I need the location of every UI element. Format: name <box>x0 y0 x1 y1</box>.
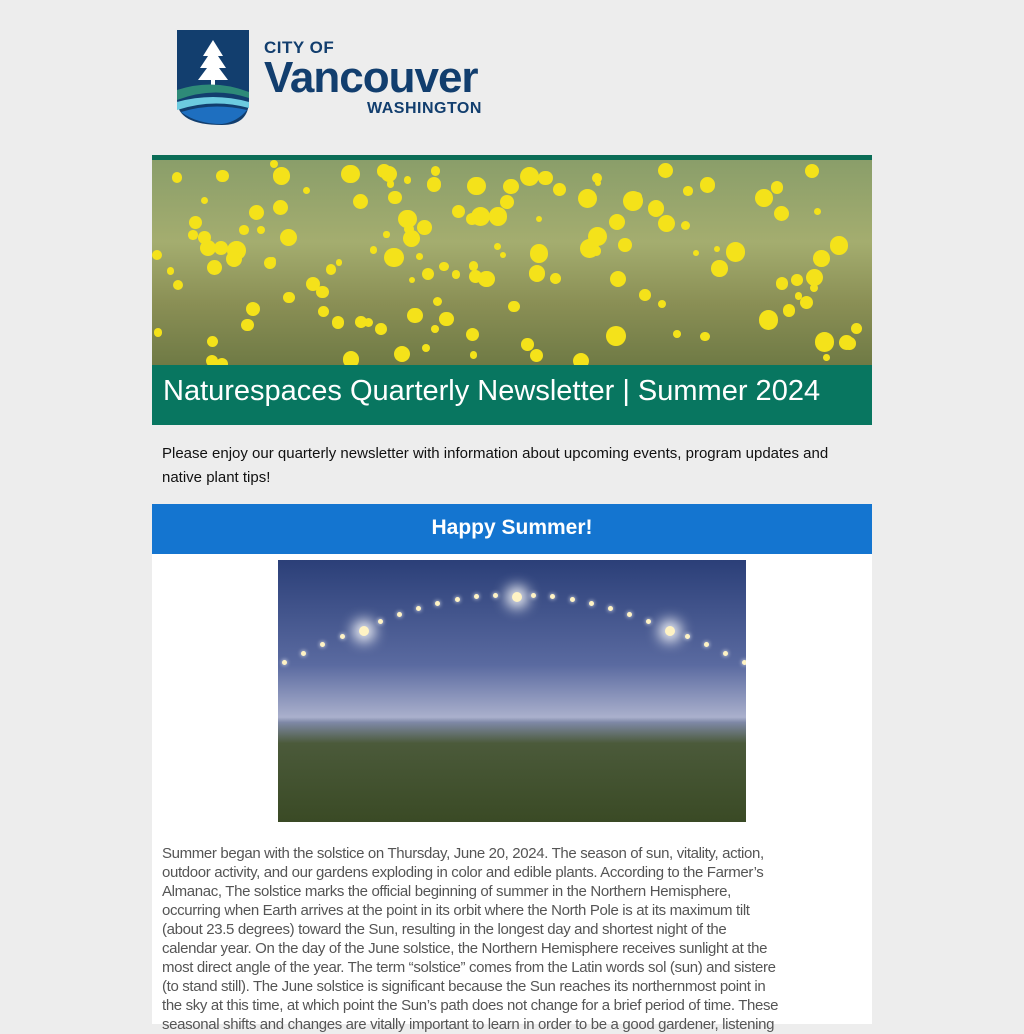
flower <box>370 246 377 253</box>
flower <box>623 191 643 211</box>
sun-point <box>397 612 402 617</box>
article-line: the sky at this time, at which point the Sun’s path does not change for a brief period of time. These <box>162 997 779 1014</box>
sun-point <box>435 601 440 606</box>
sun-point <box>282 660 287 665</box>
flower <box>336 259 343 266</box>
flower <box>394 346 410 362</box>
sun-point <box>627 612 632 617</box>
flower <box>452 205 465 218</box>
flower <box>332 316 345 329</box>
flower <box>658 300 666 308</box>
article-line: seasonal shifts and changes are vitally important to learn in order to be a good gardener, listening <box>162 1016 775 1033</box>
flower <box>609 214 625 230</box>
flower <box>673 330 681 338</box>
flower <box>431 325 439 333</box>
flower <box>273 200 288 215</box>
flower <box>494 243 502 251</box>
article-section <box>152 554 872 1033</box>
flower <box>417 220 432 235</box>
flower <box>270 160 278 168</box>
flower <box>207 336 218 347</box>
flower <box>246 302 260 316</box>
flower <box>416 253 423 260</box>
article-line: Summer began with the solstice on Thursday, June 20, 2024. The season of sun, vitality, action, <box>162 845 764 862</box>
flower <box>207 260 222 275</box>
flower <box>726 242 745 261</box>
sun-point <box>531 593 536 598</box>
flower <box>618 238 632 252</box>
flower <box>783 304 795 316</box>
flower <box>693 250 699 256</box>
flower <box>154 328 162 336</box>
flower <box>470 351 478 359</box>
article-line: most direct angle of the year. The term “solstice” comes from the Latin words sol (sun) and sistere <box>162 959 776 976</box>
sun-point <box>474 594 479 599</box>
flower <box>469 270 482 283</box>
flower <box>791 274 803 286</box>
flower <box>273 167 291 185</box>
flower <box>774 206 789 221</box>
flower <box>467 177 485 195</box>
sun-point <box>550 594 555 599</box>
flower <box>439 262 449 272</box>
flower <box>521 338 533 350</box>
flower <box>249 205 264 220</box>
sun-point <box>723 651 728 656</box>
flower <box>851 323 862 334</box>
section-heading: Happy Summer! <box>152 504 872 554</box>
flower <box>814 208 821 215</box>
sun-point <box>359 626 369 636</box>
flower <box>466 328 479 341</box>
sun-point <box>378 619 383 624</box>
flower <box>681 221 690 230</box>
flower <box>433 297 442 306</box>
flower <box>409 277 415 283</box>
sun-point <box>570 597 575 602</box>
sun-point <box>704 642 709 647</box>
flower <box>167 267 174 274</box>
flower <box>264 257 276 269</box>
flower <box>648 200 665 217</box>
flower <box>398 210 416 228</box>
intro-text: Please enjoy our quarterly newsletter with information about upcoming events, program updates and native plant tips! <box>162 445 829 486</box>
solstice-photo <box>278 560 746 822</box>
flower <box>830 236 848 254</box>
flower <box>226 251 242 267</box>
flower <box>341 165 360 184</box>
flower <box>823 354 830 361</box>
flower <box>500 252 506 258</box>
flower <box>283 292 294 303</box>
flower <box>755 189 773 207</box>
flower <box>407 308 422 323</box>
flower <box>388 191 402 205</box>
flower <box>318 306 329 317</box>
flower <box>639 289 651 301</box>
sun-point <box>589 601 594 606</box>
logo-city-of: CITY OF <box>264 38 335 57</box>
newsletter-title: Naturespaces Quarterly Newsletter | Summer 2024 <box>152 365 872 425</box>
flower <box>500 195 514 209</box>
sun-point <box>646 619 651 624</box>
flower <box>530 244 549 263</box>
flower <box>427 177 442 192</box>
flower <box>353 194 368 209</box>
flower <box>383 231 389 237</box>
sun-point <box>320 642 325 647</box>
flower <box>303 187 310 194</box>
flower <box>364 318 373 327</box>
flower <box>800 296 813 309</box>
sun-point <box>512 592 522 602</box>
flower <box>508 301 520 313</box>
flower <box>239 225 248 234</box>
flower <box>538 171 553 186</box>
flower <box>431 166 440 175</box>
flower <box>326 264 336 274</box>
flower <box>404 176 411 183</box>
flower <box>530 349 543 362</box>
flower <box>422 344 430 352</box>
flower <box>384 248 403 267</box>
flower <box>771 181 783 193</box>
flower <box>241 319 254 332</box>
flower <box>592 246 602 256</box>
flower <box>520 167 539 186</box>
flower <box>553 183 566 196</box>
flower <box>810 284 818 292</box>
flower <box>189 216 202 229</box>
article-line: outdoor activity, and our gardens exploding in color and edible plants. According to the Farmer’s <box>162 864 764 881</box>
logo-vancouver: Vancouver <box>264 53 478 102</box>
flower <box>700 177 716 193</box>
flower <box>805 164 819 178</box>
flower <box>206 355 218 365</box>
sun-point <box>301 651 306 656</box>
flower <box>683 186 692 195</box>
sun-point <box>665 626 675 636</box>
sun-point <box>416 606 421 611</box>
flower <box>381 166 397 182</box>
flower <box>588 227 607 246</box>
article-line: (to stand still). The June solstice is significant because the Sun reaches its northernmost point in <box>162 978 766 995</box>
city-logo[interactable] <box>177 30 482 125</box>
flower <box>610 271 626 287</box>
sun-point <box>608 606 613 611</box>
article-line: Almanac, The solstice marks the official beginning of summer in the Northern Hemisphere, <box>162 883 731 900</box>
flower <box>503 179 518 194</box>
flower <box>759 310 779 330</box>
article-body <box>162 844 867 1034</box>
flower <box>201 197 208 204</box>
sun-point <box>685 634 690 639</box>
article-line: occurring when Earth arrives at the point in its orbit where the North Pole is at its maximum tilt <box>162 902 750 919</box>
flower <box>700 332 710 342</box>
flower <box>711 260 728 277</box>
flower <box>489 207 507 225</box>
flower <box>173 280 183 290</box>
flower <box>152 250 162 260</box>
flower <box>815 332 835 352</box>
flower <box>573 353 589 365</box>
flower <box>439 312 453 326</box>
flower <box>606 326 626 346</box>
flower <box>172 172 183 183</box>
article-line: (about 23.5 degrees) toward the Sun, resulting in the longest day and shortest night of the <box>162 921 727 938</box>
flower <box>658 215 675 232</box>
logo-washington: WASHINGTON <box>367 100 482 117</box>
sun-point <box>493 593 498 598</box>
flower <box>813 250 830 267</box>
sun-point <box>455 597 460 602</box>
flower <box>343 351 359 365</box>
sun-point <box>742 660 746 665</box>
flower <box>257 226 265 234</box>
flower <box>658 163 674 179</box>
flower <box>188 230 197 239</box>
flower <box>280 229 298 247</box>
flower <box>536 216 542 222</box>
flower <box>375 323 387 335</box>
sun-point <box>340 634 345 639</box>
flower <box>422 268 434 280</box>
hero-image-wildflowers <box>152 155 872 365</box>
flower <box>216 170 228 182</box>
flower <box>578 189 597 208</box>
flower <box>452 270 461 279</box>
tree-shield-icon <box>177 30 249 125</box>
flower <box>776 277 788 289</box>
flower <box>529 265 545 281</box>
flower <box>550 273 561 284</box>
flower <box>714 246 720 252</box>
flower <box>200 240 217 257</box>
article-line: calendar year. On the day of the June solstice, the Northern Hemisphere receives sunlight at the <box>162 940 768 957</box>
